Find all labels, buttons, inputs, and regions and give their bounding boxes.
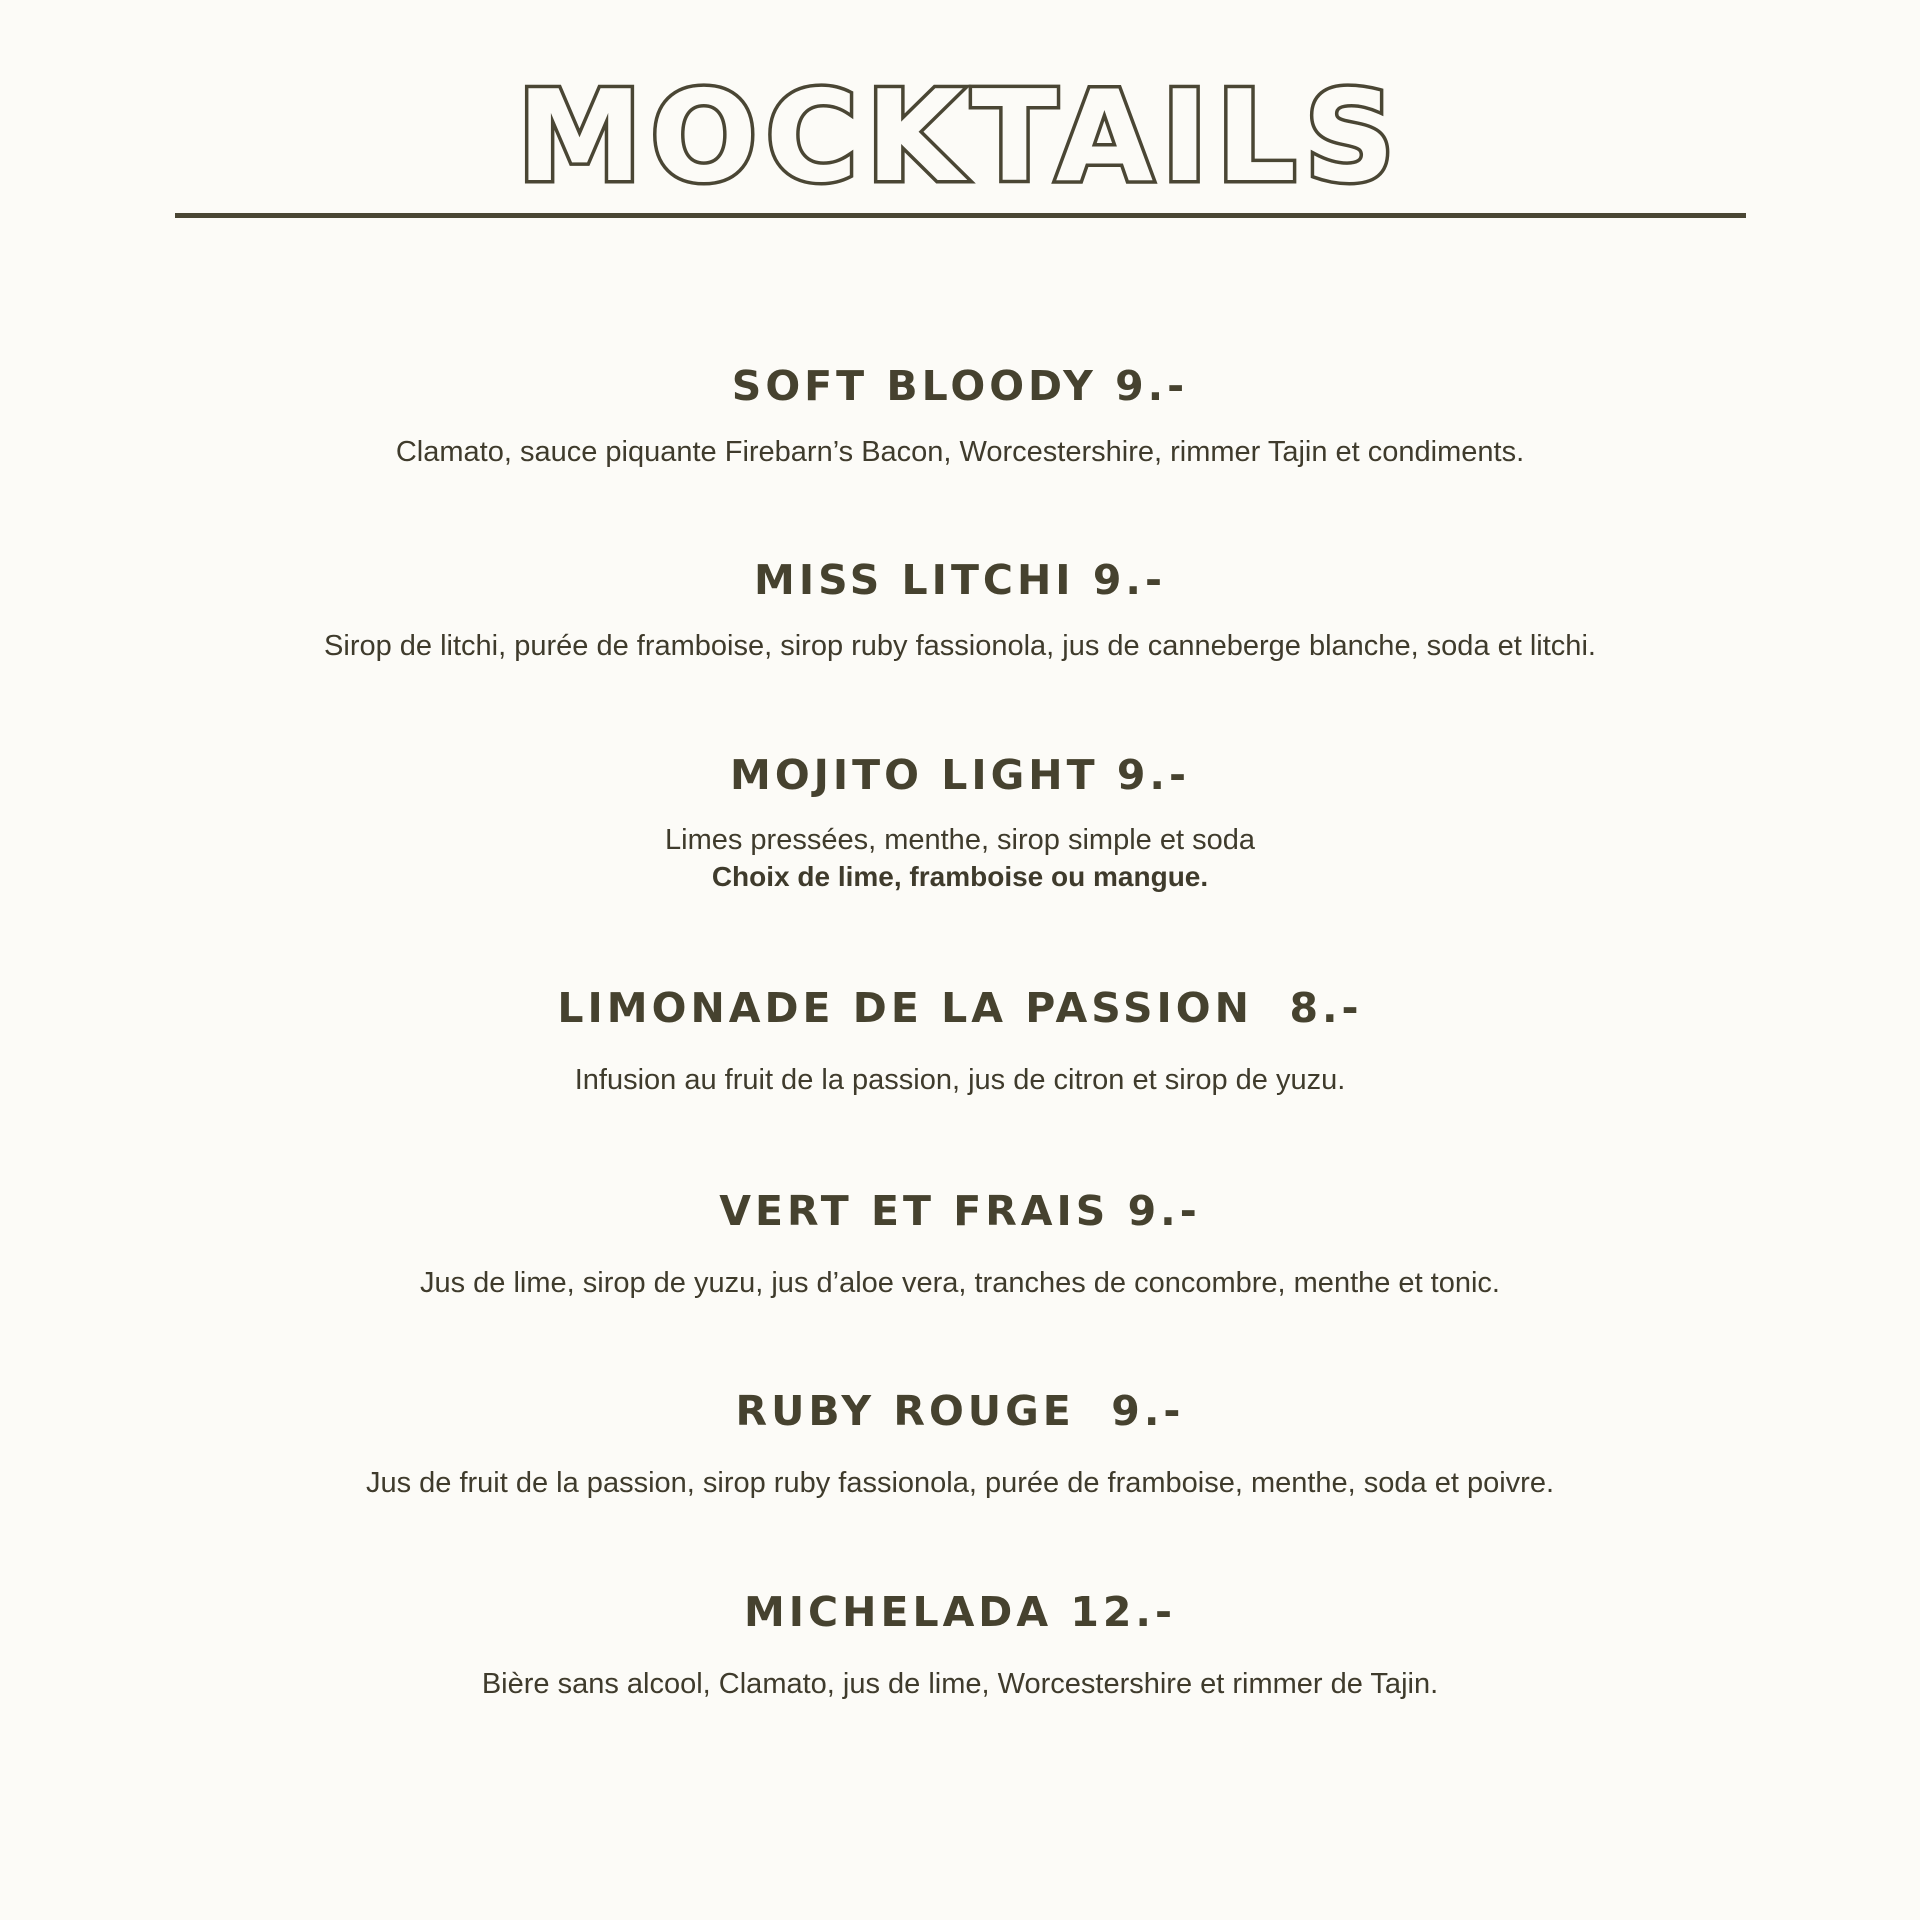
item-name: MOJITO LIGHT 9.- (730, 751, 1190, 799)
menu-item-mojito-light (0, 750, 1920, 895)
item-name: RUBY ROUGE 9.- (735, 1387, 1185, 1435)
title-divider (175, 213, 1746, 218)
item-description: Jus de lime, sirop de yuzu, jus d’aloe vera, tranches de concombre, menthe et tonic. (419, 1267, 1500, 1299)
menu-item-soft-bloody (0, 361, 1920, 471)
item-description: Jus de fruit de la passion, sirop ruby fassionola, purée de framboise, menthe, soda et poivre. (365, 1467, 1555, 1499)
item-description: Infusion au fruit de la passion, jus de citron et sirop de yuzu. (574, 1064, 1346, 1096)
menu-title: MOCKTAILS (516, 63, 1404, 210)
item-name: VERT ET FRAIS 9.- (719, 1187, 1201, 1235)
menu-item-limonade-de-la-passion (0, 983, 1920, 1099)
item-description: Sirop de litchi, purée de framboise, sirop ruby fassionola, jus de canneberge blanche, soda et litchi. (324, 630, 1596, 662)
item-note: Choix de lime, framboise ou mangue. (711, 861, 1209, 892)
menu-item-ruby-rouge (0, 1386, 1920, 1502)
item-description: Limes pressées, menthe, sirop simple et soda (665, 824, 1255, 856)
item-description: Bière sans alcool, Clamato, jus de lime, Worcestershire et rimmer de Tajin. (481, 1668, 1439, 1700)
item-name: MISS LITCHI 9.- (754, 556, 1166, 604)
item-name: MICHELADA 12.- (743, 1588, 1176, 1636)
item-name: LIMONADE DE LA PASSION 8.- (557, 984, 1363, 1032)
item-name: SOFT BLOODY 9.- (731, 362, 1189, 410)
menu-item-michelada (0, 1587, 1920, 1703)
item-description: Clamato, sauce piquante Firebarn’s Bacon, Worcestershire, rimmer Tajin et condiments. (395, 436, 1525, 468)
menu-item-vert-et-frais (0, 1186, 1920, 1302)
menu-item-miss-litchi (0, 555, 1920, 665)
